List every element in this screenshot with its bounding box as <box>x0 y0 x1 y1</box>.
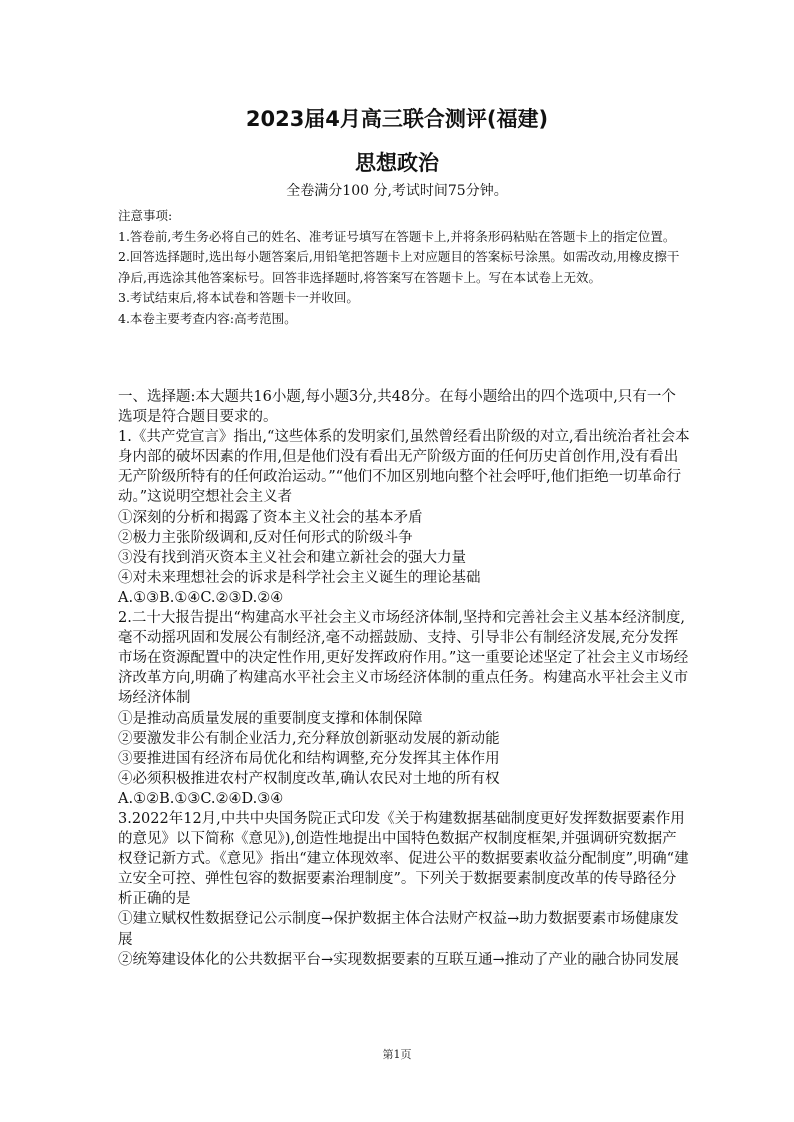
question-2-option: ①是推动高质量发展的重要制度支撑和体制保障 <box>118 710 423 727</box>
question-2-option: ③要推进国有经济布局优化和结构调整,充分发挥其主体作用 <box>118 750 500 767</box>
note-item: 3.考试结束后,将本试卷和答题卡一并收回。 <box>118 290 359 306</box>
subject-title: 思想政治 <box>355 151 439 175</box>
note-item: 1.答卷前,考生务必将自己的姓名、准考证号填写在答题卡上,并将条形码粘贴在答题卡上的指定位置。 <box>118 228 676 244</box>
question-2-option: ④必须积极推进农村产权制度改革,确认农民对土地的所有权 <box>118 770 500 787</box>
question-1-answers: A.①③B.①④C.②③D.②④ <box>118 589 284 606</box>
question-3-option: ②统筹建设体化的公共数据平台→实现数据要素的互联互通→推动了产业的融合协同发展 <box>118 951 679 968</box>
note-item: 2.回答选择题时,选出每小题答案后,用铅笔把答题卡上对应题目的答案标号涂黑。如需改动,用橡皮擦干净后,再选涂其他答案标号。回答非选择题时,将答案写在答题卡上。写在本试卷上无效。 <box>118 249 680 285</box>
section-heading: 一、选择题:本大题共16小题,每小题3分,共48分。在每小题给出的四个选项中,只有一个选项是符合题目要求的。 <box>118 389 676 426</box>
notes-section <box>118 206 688 330</box>
question-1-option: ④对未来理想社会的诉求是科学社会主义诞生的理论基础 <box>118 569 481 586</box>
page-number: 第1页 <box>382 1048 412 1061</box>
exam-title: 2023届4月高三联合测评(福建) <box>245 107 549 131</box>
question-3-option: ①建立赋权性数据登记公示制度→保护数据主体合法财产权益→助力数据要素市场健康发展 <box>118 911 679 948</box>
question-stem-2: 2.二十大报告提出“构建高水平社会主义市场经济体制,坚持和完善社会主义基本经济制度,毫不动摇巩固和发展公有制经济,毫不动摇鼓励、支持、引导非公有制经济发展,充分发挥市场在资源配置中的决定性作用,更好发挥政府作用。”这一重要论述坚定了社会主义市场经济改革方向,明确了构建高水平社会主义市场经济体制的重点任务。构建高水平社会主义市场经济体制 <box>118 610 689 707</box>
notes-heading: 注意事项: <box>118 208 173 223</box>
questions-section <box>118 387 690 970</box>
question-stem-3: 3.2022年12月,中共中央国务院正式印发《关于构建数据基础制度更好发挥数据要素作用的意见》以下简称《意见》),创造性地提出中国特色数据产权制度框架,并强调研究数据产权登记新方式。《意见》指出“建立体现效率、促进公平的数据要素收益分配制度”,明确“建立安全可控、弹性包容的数据要素治理制度”。下列关于数据要素制度改革的传导路径分析正确的是 <box>118 810 689 908</box>
question-1-option: ①深刻的分析和揭露了资本主义社会的基本矛盾 <box>118 509 423 526</box>
question-2-option: ②要激发非公有制企业活力,充分释放创新驱动发展的新动能 <box>118 730 500 747</box>
question-2-answers: A.①②B.①③C.②④D.③④ <box>118 790 284 807</box>
question-stem-1: 1.《共产党宣言》指出,“这些体系的发明家们,虽然曾经看出阶级的对立,看出统治者社会本身内部的破坏因素的作用,但是他们没有看出无产阶级方面的任何历史首创作用,没有看出无产阶级所特有的任何政治运动。”“他们不加区别地向整个社会呼吁,他们拒绝一切革命行动。”这说明空想社会主义者 <box>118 429 690 506</box>
question-1-option: ③没有找到消灭资本主义社会和建立新社会的强大力量 <box>118 549 466 566</box>
question-1-option: ②极力主张阶级调和,反对任何形式的阶级斗争 <box>118 529 413 546</box>
exam-info: 全卷满分100 分,考试时间75分钟。 <box>286 183 508 199</box>
note-item: 4.本卷主要考查内容:高考范围。 <box>118 310 297 326</box>
